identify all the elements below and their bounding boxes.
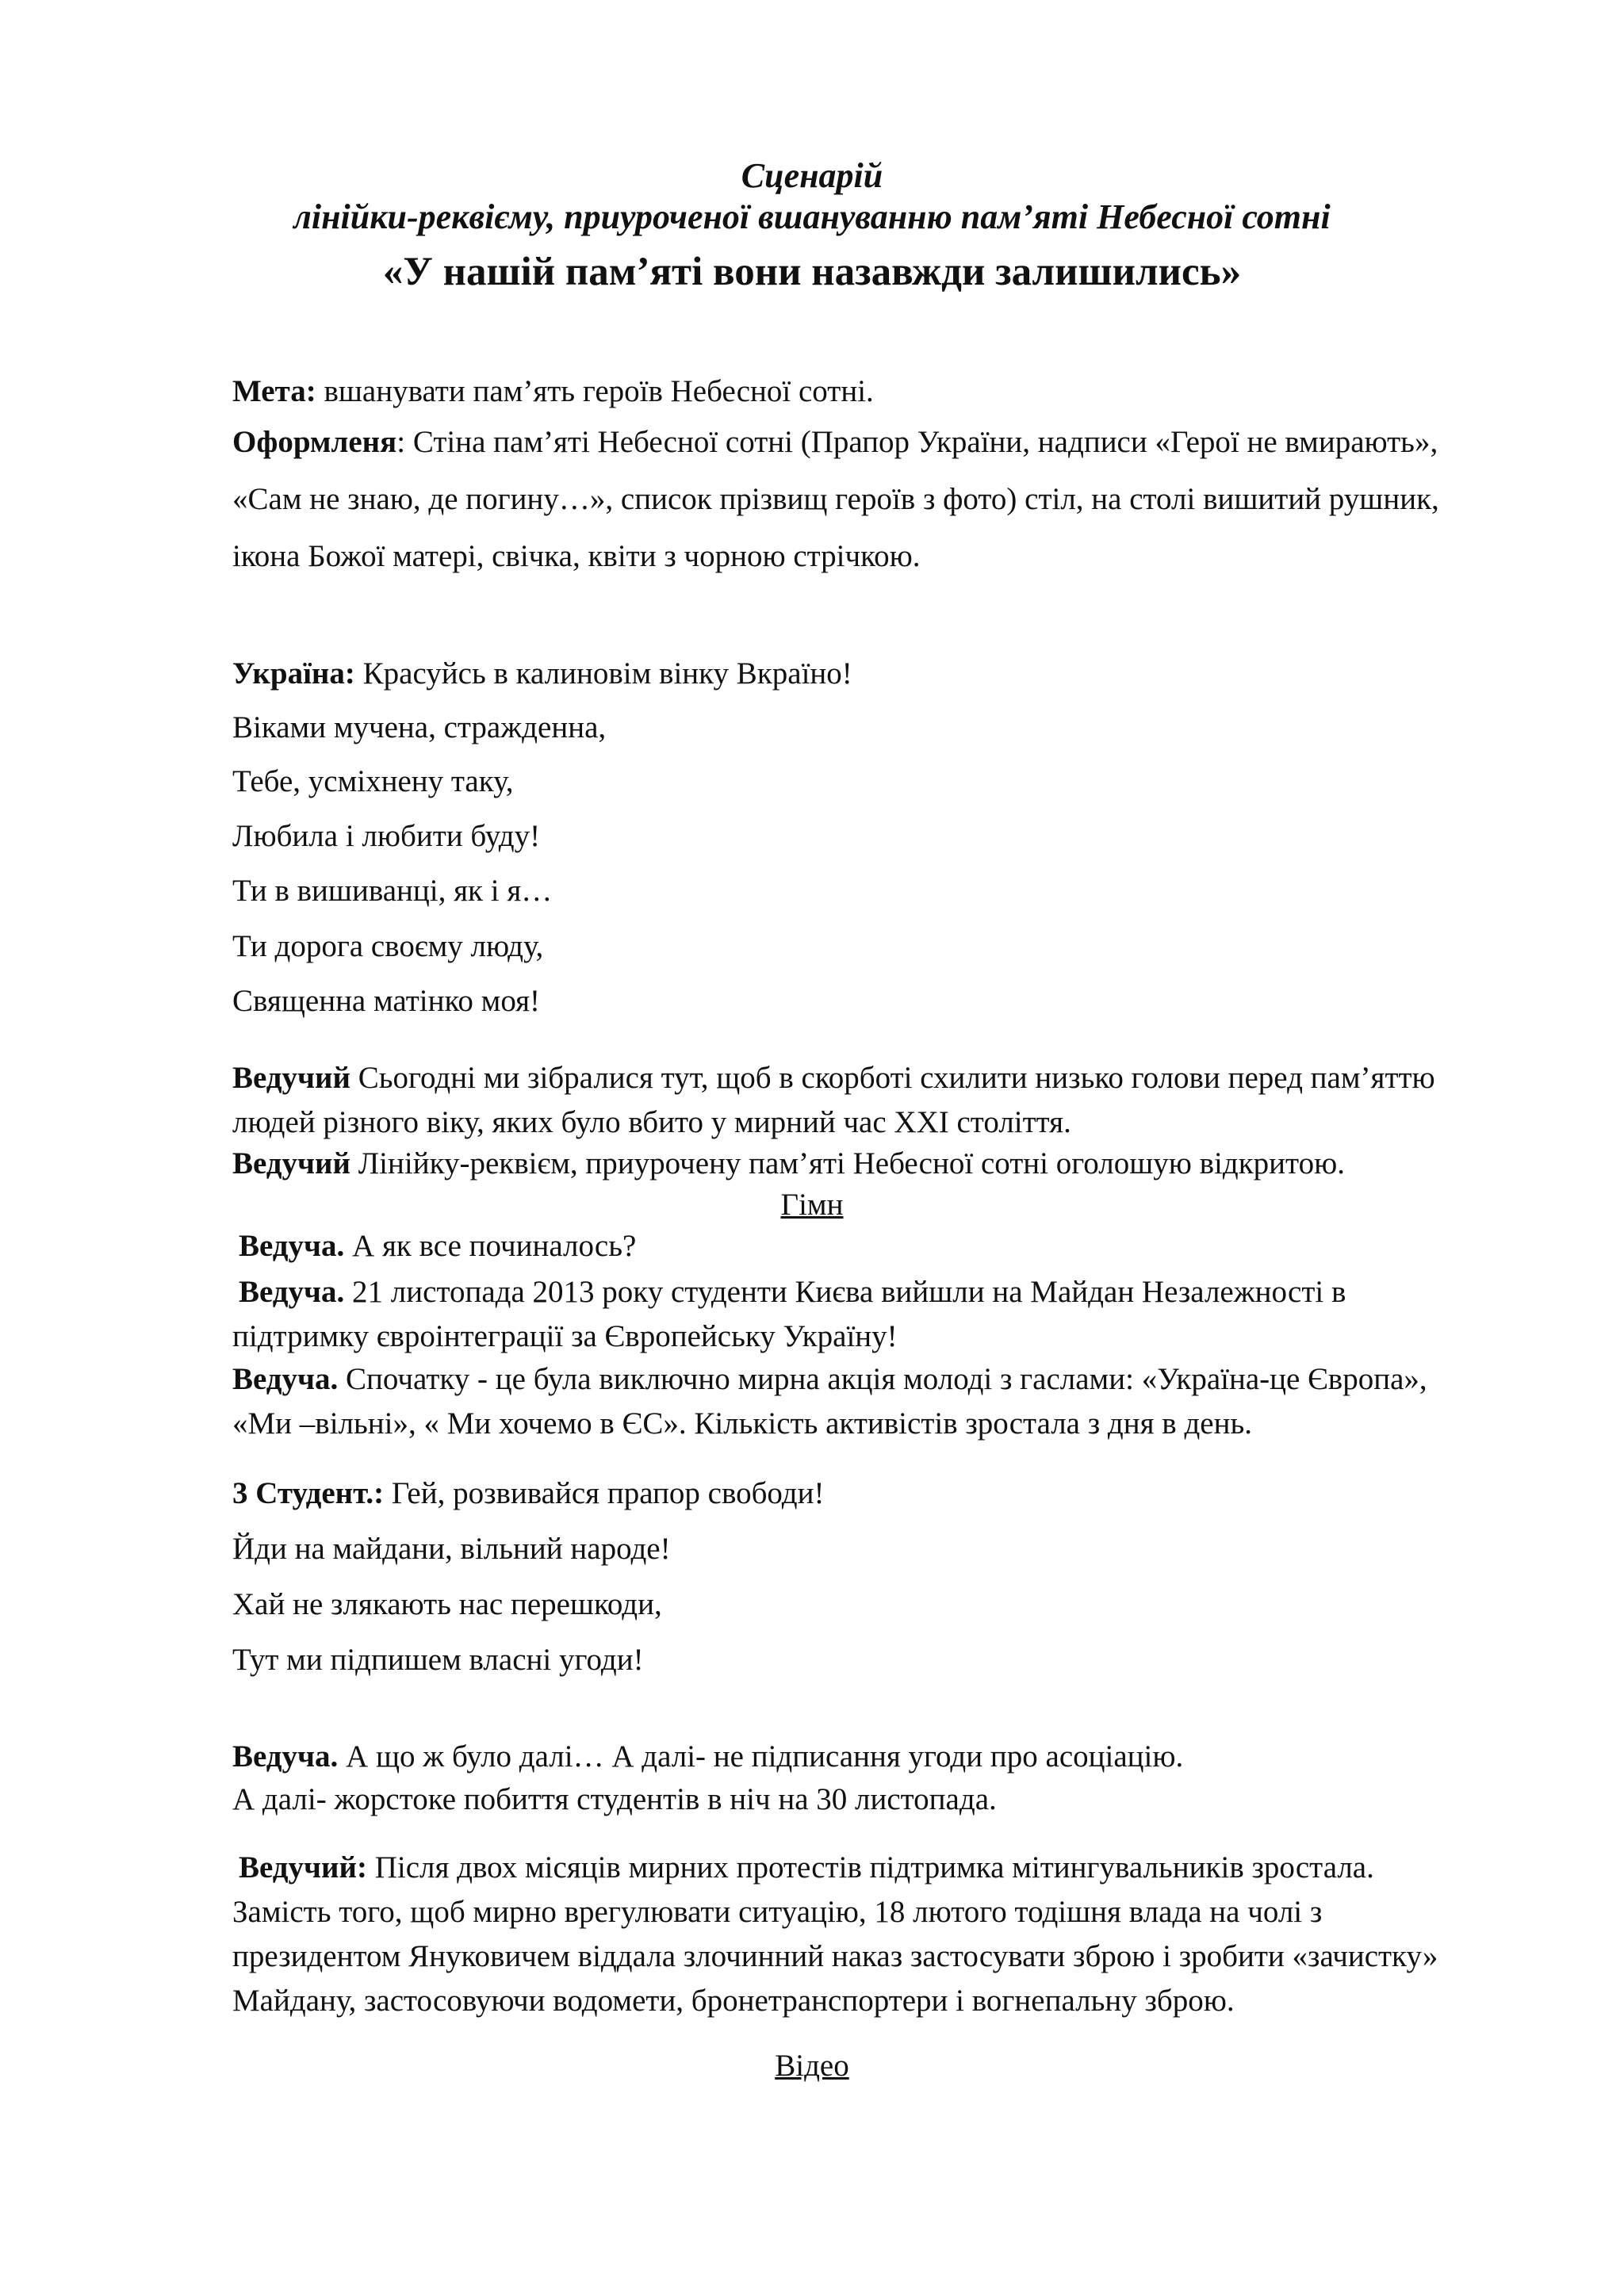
doc-subtitle: лінійки-реквієму, приуроченої вшануванню пам’яті Небесної сотні xyxy=(293,197,1331,236)
poem2-line-2: Йди на майдани, вільний народе! xyxy=(232,1532,671,1566)
poem1-line-3: Тебе, усміхнену таку, xyxy=(232,764,514,798)
poem1-line-2: Віками мучена, стражденна, xyxy=(232,710,607,744)
host1-line-1 xyxy=(232,1062,1435,1093)
poem1-line-7: Священна матінко моя! xyxy=(232,984,541,1018)
poem2-line-3: Хай не злякають нас перешкоди, xyxy=(232,1587,662,1621)
presenter4-text-1: А що ж було далі… А далі- не підписання угоди про асоціацію. xyxy=(338,1739,1184,1774)
poem2-text-1: Гей, розвивайся прапор свободи! xyxy=(384,1476,825,1510)
poem1-line-6: Ти дорога своєму люду, xyxy=(232,929,544,963)
host3-line-1 xyxy=(239,1852,1374,1883)
goal-label: Мета: xyxy=(232,374,316,408)
host2-text: Лінійку-реквієм, приурочену пам’яті Небесної сотні оголошую відкритою. xyxy=(350,1146,1345,1181)
presenter1-line xyxy=(239,1230,636,1261)
presenter3-line-1 xyxy=(232,1364,1427,1395)
doc-title: Сценарій xyxy=(741,156,883,195)
host2-line xyxy=(232,1148,1345,1179)
video-label: Відео xyxy=(775,2049,849,2083)
host3-line-2: Замість того, щоб мирно врегулювати ситуацію, 18 лютого тодішня влада на чолі з xyxy=(232,1895,1323,1929)
host1-line-2: людей різного віку, яких було вбито у мирний час XXI століття. xyxy=(232,1105,1071,1139)
poem2-label: 3 Студент.: xyxy=(232,1476,385,1510)
host3-line-3: президентом Януковичем віддала злочинний наказ застосувати зброю і зробити «зачистку» xyxy=(232,1939,1438,1973)
goal-line xyxy=(232,376,874,407)
poem2-line-1 xyxy=(232,1478,825,1509)
doc-main-title: «У нашій пам’яті вони назавжди залишились» xyxy=(382,250,1242,294)
presenter2-label: Ведуча. xyxy=(239,1275,345,1309)
poem1-line-4: Любила і любити буду! xyxy=(232,819,541,853)
presenter1-label: Ведуча. xyxy=(239,1229,345,1263)
presenter2-line-2: підтримку євроінтеграції за Європейську Україну! xyxy=(232,1319,898,1353)
poem1-line-1 xyxy=(232,658,852,689)
decor-line-1 xyxy=(232,427,1438,457)
presenter4-label: Ведуча. xyxy=(232,1739,339,1774)
presenter3-line-2: «Ми –вільні», « Ми хочемо в ЄС». Кількість активістів зростала з дня в день. xyxy=(232,1406,1253,1441)
presenter3-text-1: Спочатку - це була виключно мирна акція молоді з гаслами: «Україна-це Європа», xyxy=(338,1362,1427,1396)
presenter4-line-1 xyxy=(232,1741,1183,1772)
poem1-label: Україна: xyxy=(232,656,355,691)
decor-text-1: : Стіна пам’яті Небесної сотні (Прапор України, надписи «Герої не вмирають», xyxy=(396,425,1438,459)
poem1-line-5: Ти в вишиванці, як і я… xyxy=(232,874,553,908)
goal-text: вшанувати пам’ять героїв Небесної сотні. xyxy=(316,374,874,408)
poem2-line-4: Тут ми підпишем власні угоди! xyxy=(232,1643,644,1677)
presenter4-line-2: А далі- жорстоке побиття студентів в ніч на 30 листопада. xyxy=(232,1782,997,1816)
host1-label: Ведучий xyxy=(232,1061,350,1095)
host3-text-1: Після двох місяців мирних протестів підтримка мітингувальників зростала. xyxy=(366,1850,1374,1885)
presenter2-text-1: 21 листопада 2013 року студенти Києва вийшли на Майдан Незалежності в xyxy=(344,1275,1346,1309)
decor-label: Оформленя xyxy=(232,425,397,459)
anthem-label: Гімн xyxy=(780,1188,844,1222)
presenter2-line-1 xyxy=(239,1276,1346,1307)
presenter1-text: А як все починалось? xyxy=(344,1229,637,1263)
decor-line-3: ікона Божої матері, свічка, квіти з чорною стрічкою. xyxy=(232,539,921,573)
poem1-text-1: Красуйсь в калиновім вінку Вкраїно! xyxy=(354,656,852,691)
host1-text-1: Сьогодні ми зібралися тут, щоб в скорботі схилити низько голови перед пам’яттю xyxy=(350,1061,1435,1095)
decor-line-2: «Сам не знаю, де погину…», список прізвищ героїв з фото) стіл, на столі вишитий рушник, xyxy=(232,482,1439,516)
host2-label: Ведучий xyxy=(232,1146,350,1181)
host3-label: Ведучий: xyxy=(239,1850,367,1885)
host3-line-4: Майдану, застосовуючи водомети, бронетранспортери і вогнепальну зброю. xyxy=(232,1984,1235,2018)
presenter3-label: Ведуча. xyxy=(232,1362,339,1396)
